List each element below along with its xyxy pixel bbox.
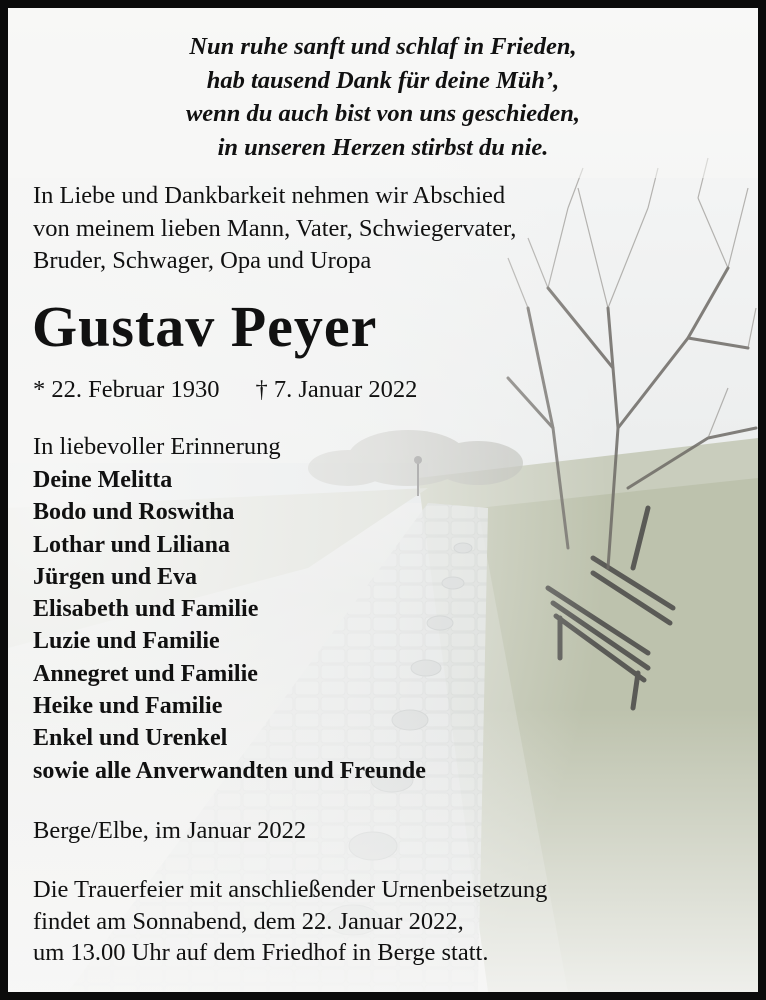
funeral-details bbox=[33, 874, 547, 969]
funeral-line: um 13.00 Uhr auf dem Friedhof in Berge statt. bbox=[33, 939, 489, 966]
intro-line: von meinem lieben Mann, Vater, Schwiegervater, bbox=[33, 214, 517, 242]
deceased-name: Gustav Peyer bbox=[32, 294, 378, 359]
mourner-entry: Deine Melitta bbox=[33, 467, 173, 493]
birth-date: * 22. Februar 1930 bbox=[33, 376, 220, 403]
mourner-entry: Jürgen und Eva bbox=[33, 563, 198, 590]
obituary-text bbox=[8, 8, 758, 992]
mourner-entry: Elisabeth und Familie bbox=[33, 596, 259, 623]
mourners-list bbox=[33, 464, 426, 787]
mourner-entry: Bodo und Roswitha bbox=[33, 499, 235, 526]
poem-line: wenn du auch bist von uns geschieden, bbox=[185, 100, 581, 127]
mourner-entry: Lothar und Liliana bbox=[33, 531, 230, 558]
mourner-entry: Enkel und Urenkel bbox=[33, 725, 228, 752]
mourner-entry: Heike und Familie bbox=[33, 693, 223, 720]
memorial-poem bbox=[8, 30, 758, 164]
place-and-date: Berge/Elbe, im Januar 2022 bbox=[33, 817, 307, 844]
obituary-card bbox=[8, 8, 758, 992]
funeral-line: Die Trauerfeier mit anschließender Urnenbeisetzung bbox=[33, 876, 548, 903]
memory-heading: In liebevoller Erinnerung bbox=[33, 433, 281, 460]
mourner-entry: Annegret und Familie bbox=[33, 660, 258, 687]
intro-line: In Liebe und Dankbarkeit nehmen wir Abschied bbox=[33, 182, 506, 209]
poem-line: hab tausend Dank für deine Müh’, bbox=[206, 66, 560, 94]
farewell-intro bbox=[33, 180, 516, 278]
mourner-entry: sowie alle Anverwandten und Freunde bbox=[33, 757, 426, 784]
poem-line: in unseren Herzen stirbst du nie. bbox=[217, 133, 549, 161]
mourner-entry: Luzie und Familie bbox=[33, 628, 220, 655]
intro-line: Bruder, Schwager, Opa und Uropa bbox=[33, 247, 372, 274]
funeral-line: findet am Sonnabend, dem 22. Januar 2022, bbox=[33, 907, 464, 935]
death-date: † 7. Januar 2022 bbox=[255, 376, 418, 403]
poem-line: Nun ruhe sanft und schlaf in Frieden, bbox=[189, 33, 577, 60]
life-dates bbox=[33, 374, 417, 406]
